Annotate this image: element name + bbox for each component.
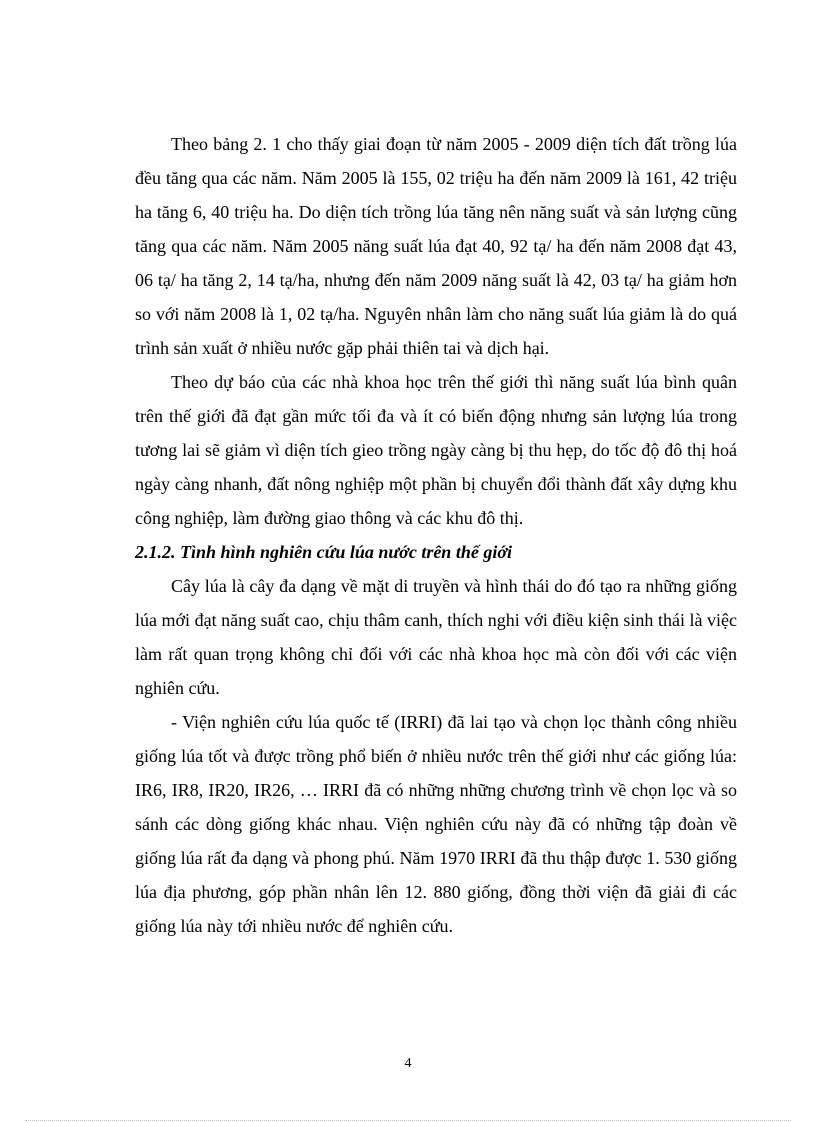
section-heading: 2.1.2. Tình hình nghiên cứu lúa nước trên thế giới — [135, 542, 512, 562]
paragraph: - Viện nghiên cứu lúa quốc tế (IRRI) đã lai tạo và chọn lọc thành công nhiều giống lúa tốt và được trồng phổ biến ở nhiều nước trên thế giới như các giống lúa: IR6, IR8, IR20, IR26, … IRRI đã có những những chương trình về chọn lọc và so sánh các dòng giống khác nhau. Viện nghiên cứu này đã có những tập đoàn về giống lúa rất đa dạng và phong phú. Năm 1970 IRRI đã thu thập được 1. 530 giống lúa địa phương, góp phần nhân lên 12. 880 giống, đồng thời viện đã giải đi các giống lúa này tới nhiều nước để nghiên cứu. — [135, 712, 737, 936]
page-number: 4 — [404, 1056, 412, 1071]
paragraph: Cây lúa là cây đa dạng về mặt di truyền và hình thái do đó tạo ra những giống lúa mới đạt năng suất cao, chịu thâm canh, thích nghi với điều kiện sinh thái là việc làm rất quan trọng không chỉ đối với các nhà khoa học mà còn đối với các viện nghiên cứu. — [135, 576, 737, 698]
paragraph: Theo bảng 2. 1 cho thấy giai đoạn từ năm 2005 - 2009 diện tích đất trồng lúa đều tăng qua các năm. Năm 2005 là 155, 02 triệu ha đến năm 2009 là 161, 42 triệu ha tăng 6, 40 triệu ha. Do diện tích trồng lúa tăng nên năng suất và sản lượng cũng tăng qua các năm. Năm 2005 năng suất lúa đạt 40, 92 tạ/ ha đến năm 2008 đạt 43, 06 tạ/ ha tăng 2, 14 tạ/ha, nhưng đến năm 2009 năng suất là 42, 03 tạ/ ha giảm hơn so với năm 2008 là 1, 02 tạ/ha. Nguyên nhân làm cho năng suất lúa giảm là do quá trình sản xuất ở nhiều nước gặp phải thiên tai và dịch hại. — [135, 134, 737, 358]
paragraph: Theo dự báo của các nhà khoa học trên thế giới thì năng suất lúa bình quân trên thế giới đã đạt gần mức tối đa và ít có biến động nhưng sản lượng lúa trong tương lai sẽ giảm vì diện tích gieo trồng ngày càng bị thu hẹp, do tốc độ đô thị hoá ngày càng nhanh, đất nông nghiệp một phần bị chuyển đổi thành đất xây dựng khu công nghiệp, làm đường giao thông và các khu đô thị. — [135, 372, 737, 528]
document-body — [135, 127, 737, 943]
page-bottom-border — [25, 1120, 791, 1121]
